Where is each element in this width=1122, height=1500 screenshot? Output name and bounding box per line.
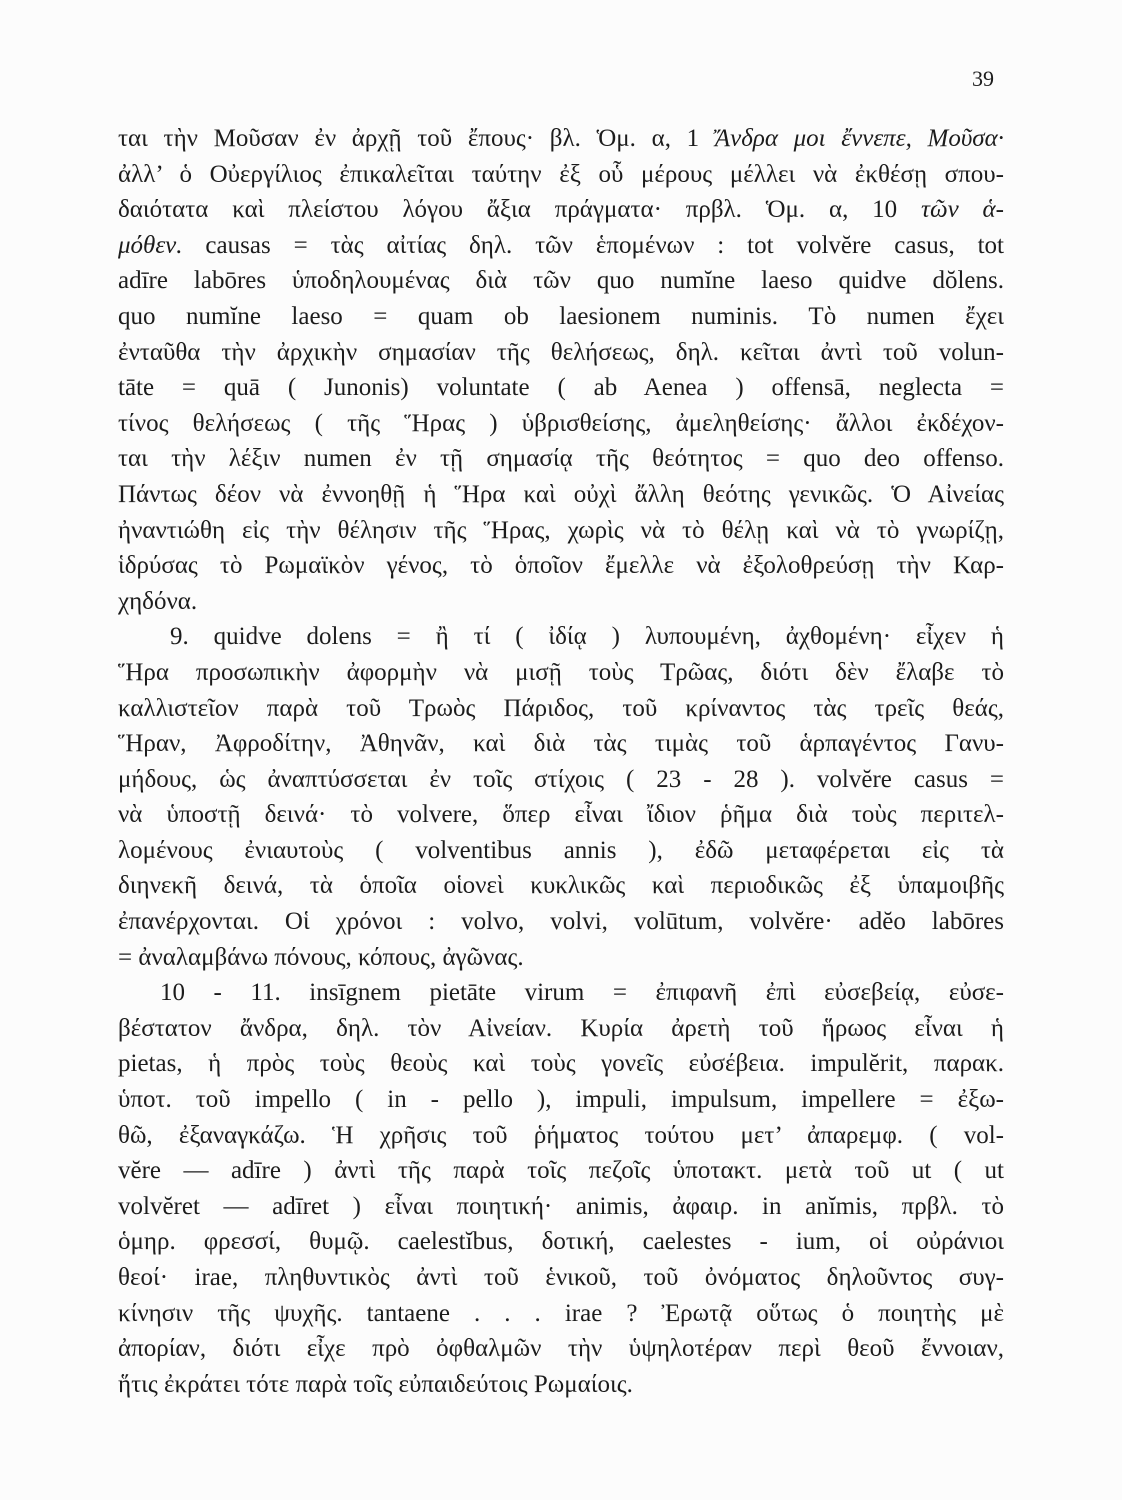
text-line: [118, 263, 1004, 299]
text-line: [118, 1296, 1004, 1332]
text-line: [118, 121, 1004, 157]
text-line: [118, 1331, 1004, 1367]
text-line: [118, 1260, 1004, 1296]
line-text: Ἥρα προσωπικὴν ἀφορμὴν νὰ μισῇ τοὺς Τρῶας, διότι δὲν ἔλαβε τὸ: [118, 658, 1004, 686]
text-line: [118, 1046, 1004, 1082]
line-text: καλλιστεῖον παρὰ τοῦ Τρωὸς Πάριδος, τοῦ κρίναντος τὰς τρεῖς θεάς,: [118, 694, 1004, 722]
line-text: tāte = quā ( Junonis) voluntate ( ab Aenea ) offensā, neglecta =: [118, 374, 1004, 402]
line-text: λομένους ἐνιαυτοὺς ( volventibus annis ), ἐδῶ μεταφέρεται εἰς τὰ: [118, 836, 1004, 864]
line-text: ὁμηρ. φρεσσί, θυμῷ. caelestĭbus, δοτική, caelestes - ium, οἱ οὐράνιοι: [118, 1228, 1004, 1256]
italic-quote: Ἄνδρα μοι ἔννεπε, Μοῦσα·: [714, 125, 1004, 152]
text-line: [118, 619, 1004, 655]
line-text: νὰ ὑποστῇ δεινά· τὸ volvere, ὅπερ εἶναι ἴδιον ῥῆμα διὰ τοὺς περιτελ-: [118, 801, 1004, 829]
text-line: [118, 868, 1004, 904]
line-text: ἀπορίαν, διότι εἶχε πρὸ ὀφθαλμῶν τὴν ὑψηλοτέραν περὶ θεοῦ ἔννοιαν,: [118, 1335, 1004, 1363]
line-text: ὑποτ. τοῦ impello ( in - pello ), impuli, impulsum, impellere = ἐξω-: [118, 1086, 1004, 1114]
line-text: Ἥραν, Ἀφροδίτην, Ἀθηνᾶν, καὶ διὰ τὰς τιμὰς τοῦ ἁρπαγέντος Γανυ-: [118, 730, 1004, 758]
text-line: [118, 1224, 1004, 1260]
line-text: μήδους, ὡς ἀναπτύσσεται ἐν τοῖς στίχοις ( 23 - 28 ). volvĕre casus =: [118, 765, 1004, 793]
text-line: [118, 441, 1004, 477]
line-text: Πάντως δέον νὰ ἐννοηθῇ ἡ Ἥρα καὶ οὐχὶ ἄλλη θεότης γενικῶς. Ὁ Αἰνείας: [118, 480, 1004, 508]
text-line: [118, 370, 1004, 406]
line-text: κίνησιν τῆς ψυχῆς. tantaene . . . irae ? Ἐρωτᾷ οὕτως ὁ ποιητὴς μὲ: [118, 1299, 1004, 1327]
text-line: [118, 797, 1004, 833]
line-text: 10 - 11. insīgnem pietāte virum = ἐπιφανῆ ἐπὶ εὐσεβείᾳ, εὐσε-: [160, 979, 1004, 1007]
line-text: χηδόνα.: [118, 587, 198, 615]
text-line: [118, 1118, 1004, 1154]
text-line: [118, 1153, 1004, 1189]
text-line: [118, 655, 1004, 691]
text-line: [118, 691, 1004, 727]
line-text: ἐνταῦθα τὴν ἀρχικὴν σημασίαν τῆς θελήσεως, δηλ. κεῖται ἀντὶ τοῦ volun-: [118, 338, 1004, 366]
page-number: 39: [972, 66, 994, 91]
line-text: 9. quidve dolens = ἢ τί ( ἰδίᾳ ) λυπουμένη, ἀχθομένη· εἶχεν ἡ: [170, 623, 1004, 651]
text-line: [118, 726, 1004, 762]
text-line: [118, 192, 1004, 228]
line-text: ται τὴν Μοῦσαν ἐν ἀρχῇ τοῦ ἔπους· βλ. Ὁμ. α, 1: [118, 125, 715, 152]
text-line: [118, 904, 1004, 940]
line-text: ἥτις ἐκράτει τότε παρὰ τοῖς εὐπαιδεύτοις Ρωμαίοις.: [118, 1370, 633, 1398]
text-line: [118, 157, 1004, 193]
line-text: quo numĭne laeso = quam ob laesionem numinis. Τὸ numen ἔχει: [118, 302, 1004, 330]
line-text: δαιότατα καὶ πλείστου λόγου ἄξια πράγματα· πρβλ. Ὁμ. α, 10: [118, 196, 922, 224]
line-text: ἐπανέρχονται. Οἱ χρόνοι : volvo, volvi, volūtum, volvĕre· adĕo labōres: [118, 908, 1004, 936]
text-line: [118, 513, 1004, 549]
text-line: [118, 548, 1004, 584]
line-text: = ἀναλαμβάνω πόνους, κόπους, ἀγῶνας.: [118, 943, 524, 971]
text-line: [118, 1082, 1004, 1118]
line-text: pietas, ἡ πρὸς τοὺς θεοὺς καὶ τοὺς γονεῖς εὐσέβεια. impulĕrit, παρακ.: [118, 1050, 1004, 1078]
line-text: ἱδρύσας τὸ Ρωμαϊκὸν γένος, τὸ ὁποῖον ἔμελλε νὰ ἐξολοθρεύσῃ τὴν Καρ-: [118, 552, 1004, 580]
line-text: θεοί· irae, πληθυντικὸς ἀντὶ τοῦ ἑνικοῦ, τοῦ ὀνόματος δηλοῦντος συγ-: [118, 1264, 1004, 1291]
line-text: θῶ, ἐξαναγκάζω. Ἡ χρῆσις τοῦ ῥήματος τούτου μετ’ ἀπαρεμφ. ( vol-: [118, 1121, 1004, 1149]
text-line: [118, 975, 1004, 1011]
line-text: ἀλλ’ ὁ Οὐεργίλιος ἐπικαλεῖται ταύτην ἐξ οὗ μέρους μέλλει νὰ ἐκθέσῃ σπου-: [118, 160, 1004, 188]
text-line: [118, 406, 1004, 442]
text-line: [118, 833, 1004, 869]
line-text: causas = τὰς αἰτίας δηλ. τῶν ἑπομένων : tot volvĕre casus, tot: [182, 231, 1004, 259]
text-line: [118, 299, 1004, 335]
line-text: ται τὴν λέξιν numen ἐν τῇ σημασίᾳ τῆς θεότητος = quo deo offenso.: [118, 445, 1004, 473]
line-text: vĕre — adīre ) ἀντὶ τῆς παρὰ τοῖς πεζοῖς ὑποτακτ. μετὰ τοῦ ut ( ut: [118, 1157, 1004, 1185]
italic-quote: μόθεν.: [118, 231, 183, 259]
text-body: [118, 121, 1004, 1402]
text-line: [118, 1367, 1004, 1403]
text-line: [118, 335, 1004, 371]
text-line: [118, 762, 1004, 798]
line-text: τίνος θελήσεως ( τῆς Ἥρας ) ὑβρισθείσης, ἀμεληθείσης· ἄλλοι ἐκδέχον-: [118, 409, 1004, 437]
italic-quote: τῶν ἁ-: [921, 196, 1004, 224]
text-line: [118, 228, 1004, 264]
text-line: [118, 477, 1004, 513]
text-line: [118, 584, 1004, 620]
text-line: [118, 1189, 1004, 1225]
text-line: [118, 1011, 1004, 1047]
line-text: διηνεκῆ δεινά, τὰ ὁποῖα οἱονεὶ κυκλικῶς καὶ περιοδικῶς ἐξ ὑπαμοιβῆς: [118, 872, 1004, 900]
line-text: ἠναντιώθη εἰς τὴν θέλησιν τῆς Ἥρας, χωρὶς νὰ τὸ θέλῃ καὶ νὰ τὸ γνωρίζῃ,: [118, 516, 1004, 544]
text-line: [118, 940, 1004, 976]
line-text: volvĕret — adīret ) εἶναι ποιητική· animis, ἀφαιρ. in anĭmis, πρβλ. τὸ: [118, 1192, 1004, 1220]
line-text: adīre labōres ὑποδηλουμένας διὰ τῶν quo numĭne laeso quidve dŏlens.: [118, 267, 1004, 295]
line-text: βέστατον ἄνδρα, δηλ. τὸν Αἰνείαν. Κυρία ἀρετὴ τοῦ ἥρωος εἶναι ἡ: [118, 1014, 1004, 1042]
